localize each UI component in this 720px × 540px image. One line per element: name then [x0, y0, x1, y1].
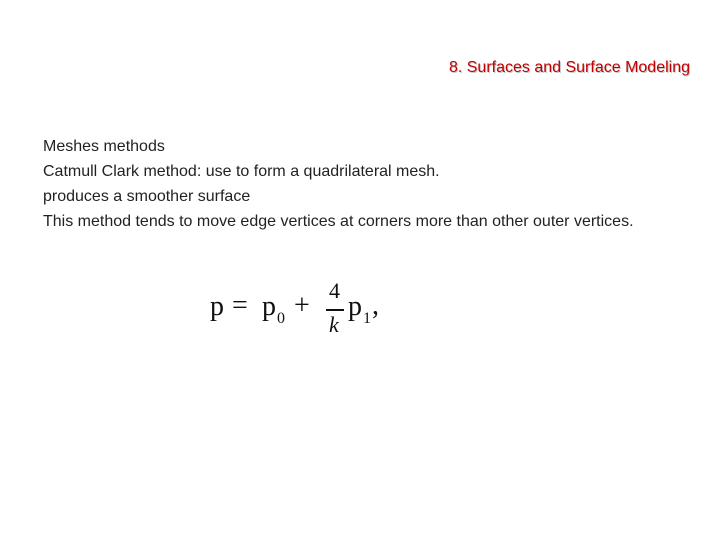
slide-body — [43, 134, 653, 234]
formula-equals: = — [232, 290, 248, 321]
formula-denominator: k — [329, 312, 339, 337]
formula-term2-subscript: 1 — [363, 310, 371, 327]
body-line-edge-vertices: This method tends to move edge vertices at corners more than other outer vertices. — [43, 213, 634, 230]
slide-title: 8. Surfaces and Surface Modeling — [448, 59, 690, 76]
formula-term1-subscript: 0 — [277, 310, 285, 327]
formula-fraction-bar — [326, 309, 344, 311]
body-line-catmull-clark: Catmull Clark method: use to form a quadrilateral mesh. — [43, 163, 440, 180]
body-line-meshes-methods: Meshes methods — [43, 138, 165, 155]
formula-trailing-comma: , — [372, 290, 379, 321]
formula-numerator: 4 — [329, 278, 340, 303]
formula-lhs: p — [210, 291, 224, 322]
formula-term1: p — [262, 291, 276, 322]
formula — [210, 278, 390, 348]
formula-plus: + — [294, 290, 310, 321]
formula-term2: p — [348, 291, 362, 322]
body-line-smoother-surface: produces a smoother surface — [43, 188, 251, 205]
